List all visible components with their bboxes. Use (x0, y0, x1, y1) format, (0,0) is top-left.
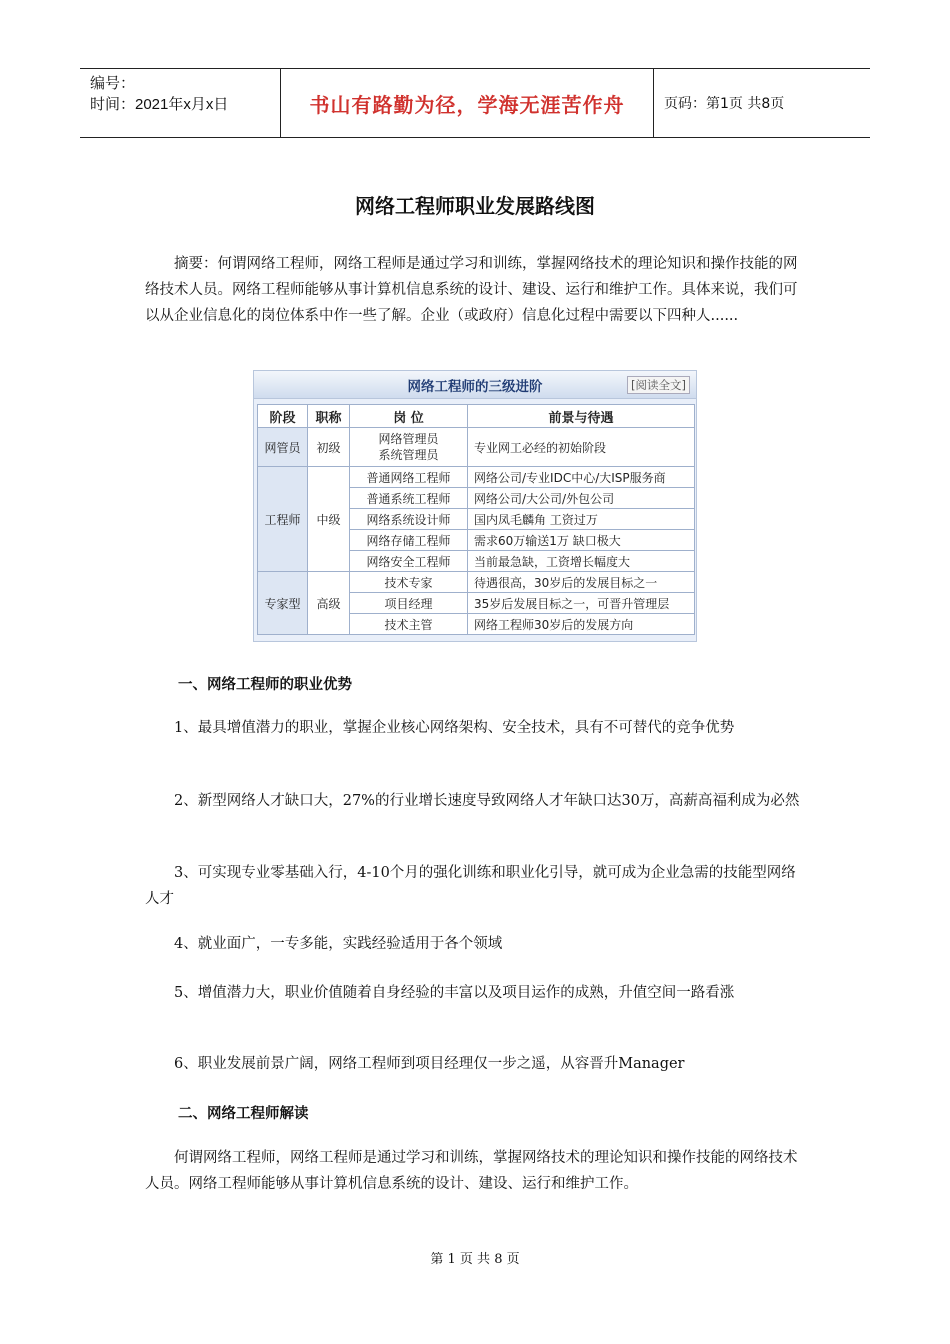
list-item: 1、最具增值潜力的职业，掌握企业核心网络架构、安全技术，具有不可替代的竞争优势 (174, 720, 735, 736)
read-full-link[interactable]: [阅读全文] (627, 376, 690, 394)
post-cell: 技术主管 (350, 614, 468, 635)
abstract-paragraph: 摘要：何谓网络工程师，网络工程师是通过学习和训练，掌握网络技术的理论知识和操作技能的网络技术人员。网络工程师能够从事计算机信息系统的设计、建设、运行和维护工作。具体来说，我们可以从企业信息化的岗位体系中作一些了解。企业（或政府）信息化过程中需要以下四种人...... (145, 256, 798, 324)
stage-cell: 工程师 (258, 467, 308, 572)
document-number: 编号： (90, 75, 136, 92)
section-heading: 二、网络工程师解读 (178, 1106, 309, 1122)
post-cell: 网络系统设计师 (350, 509, 468, 530)
header-level: 职称 (308, 405, 350, 428)
prospect-cell: 网络公司/专业IDC中心/大ISP服务商 (468, 467, 695, 488)
post-cell: 项目经理 (350, 593, 468, 614)
stage-cell: 专家型 (258, 572, 308, 635)
document-date: 时间：2021年x月x日 (90, 96, 229, 113)
post-cell: 网络存储工程师 (350, 530, 468, 551)
prospect-cell: 当前最急缺，工资增长幅度大 (468, 551, 695, 572)
header-prospect: 前景与待遇 (468, 405, 695, 428)
section-heading: 一、网络工程师的职业优势 (178, 677, 352, 693)
level-cell: 初级 (308, 428, 350, 467)
prospect-cell: 待遇很高，30岁后的发展目标之一 (468, 572, 695, 593)
document-title: 网络工程师职业发展路线图 (355, 194, 595, 218)
list-item: 6、职业发展前景广阔，网络工程师到项目经理仅一步之遥，从容晋升Manager (174, 1056, 685, 1072)
list-item: 3、可实现专业零基础入行，4-10个月的强化训练和职业化引导，就可成为企业急需的技能型网络人才 (145, 865, 796, 907)
body-paragraph: 何谓网络工程师，网络工程师是通过学习和训练，掌握网络技术的理论知识和操作技能的网络技术人员。网络工程师能够从事计算机信息系统的设计、建设、运行和维护工作。 (145, 1150, 798, 1192)
list-item: 2、新型网络人才缺口大，27%的行业增长速度导致网络人才年缺口达30万，高薪高福利成为必然 (174, 793, 800, 809)
table-row (258, 467, 695, 488)
post-cell: 普通系统工程师 (350, 488, 468, 509)
post-cell: 普通网络工程师 (350, 467, 468, 488)
header-post: 岗 位 (350, 405, 468, 428)
post-cell: 技术专家 (350, 572, 468, 593)
header-motto: 书山有路勤为径，学海无涯苦作舟 (281, 69, 654, 137)
page-footer: 第 1 页 共 8 页 (430, 1252, 520, 1267)
stage-cell: 网管员 (258, 428, 308, 467)
prospect-cell: 专业网工必经的初始阶段 (468, 428, 695, 467)
career-table (257, 404, 695, 635)
table-row (258, 572, 695, 593)
list-item: 4、就业面广，一专多能，实践经验适用于各个领域 (174, 936, 503, 952)
table-header-row (258, 405, 695, 428)
post-cell: 网络安全工程师 (350, 551, 468, 572)
level-cell: 高级 (308, 572, 350, 635)
prospect-cell: 需求60万输送1万 缺口极大 (468, 530, 695, 551)
list-item: 5、增值潜力大，职业价值随着自身经验的丰富以及项目运作的成熟，升值空间一路看涨 (174, 985, 735, 1001)
header-page-info: 页码：第1页 共8页 (664, 96, 785, 112)
prospect-cell: 网络工程师30岁后的发展方向 (468, 614, 695, 635)
header-meta (80, 69, 281, 137)
figure-title: 网络工程师的三级进阶 (407, 378, 543, 395)
prospect-cell: 35岁后发展目标之一，可晋升管理层 (468, 593, 695, 614)
career-table-figure (253, 370, 697, 642)
figure-title-bar (254, 371, 696, 399)
prospect-cell: 国内凤毛麟角 工资过万 (468, 509, 695, 530)
page-header (80, 68, 870, 138)
header-stage: 阶段 (258, 405, 308, 428)
prospect-cell: 网络公司/大公司/外包公司 (468, 488, 695, 509)
level-cell: 中级 (308, 467, 350, 572)
table-row (258, 428, 695, 467)
post-cell: 网络管理员 系统管理员 (350, 428, 468, 467)
